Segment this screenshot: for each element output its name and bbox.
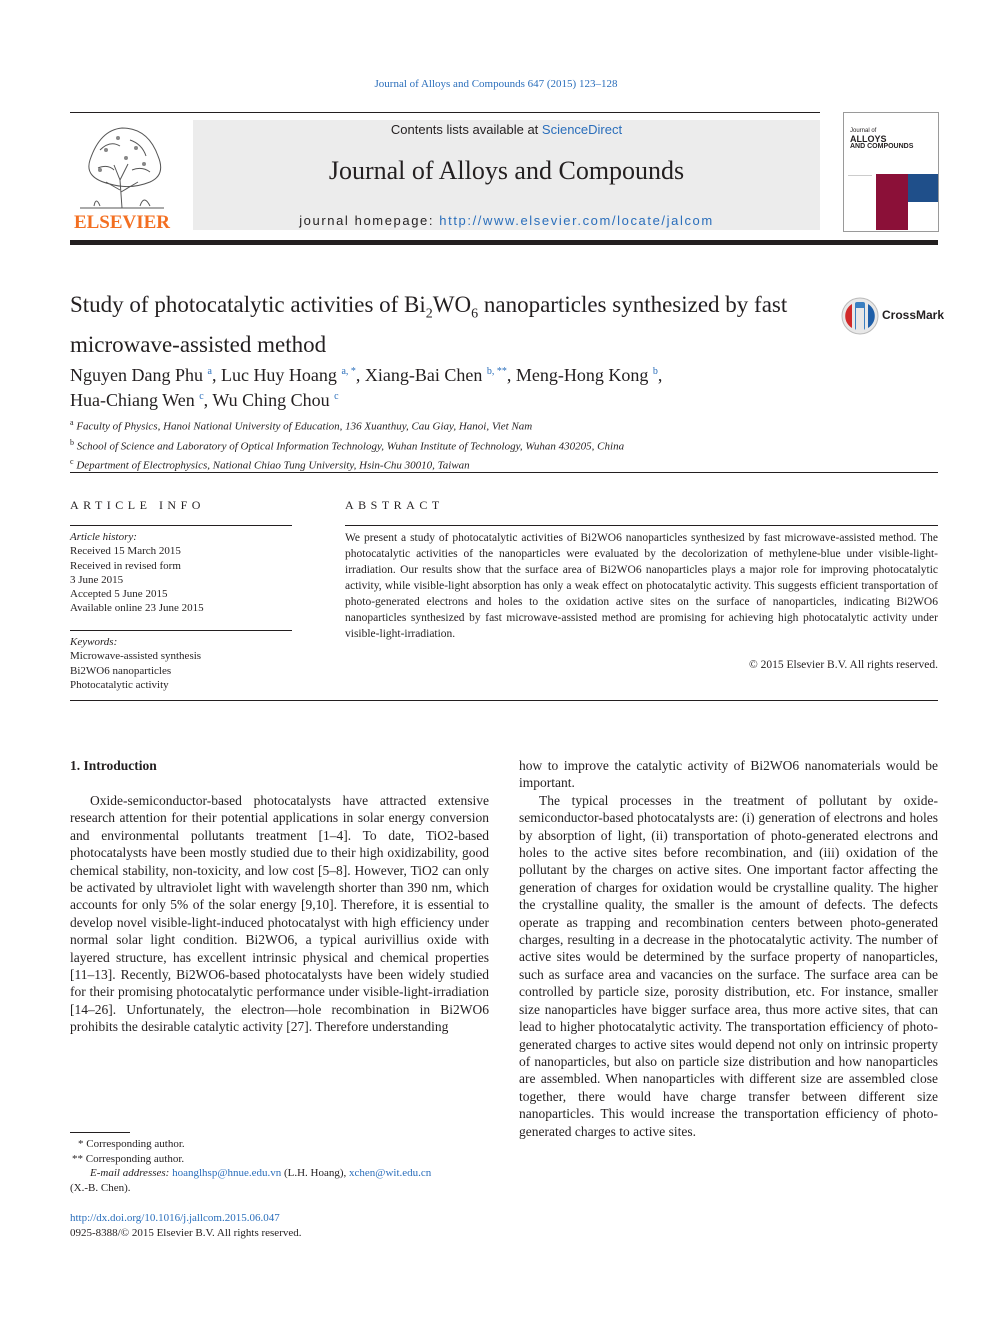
history-item: 3 June 2015 (70, 573, 124, 586)
doi-block (70, 1211, 490, 1241)
cover-text-block (848, 175, 872, 226)
keyword: Bi2WO6 nanoparticles (70, 664, 172, 677)
affiliation-b: $^b$ School of Science and Laboratory of Optical Information Technology, Wuhan Institute of Technology, Wuhan 430205, China (70, 437, 625, 453)
body-column-left (70, 792, 489, 1036)
crossmark-label: CrossMark (882, 308, 945, 322)
crossmark-badge[interactable] (840, 296, 945, 336)
email-name: (X.-B. Chen). (70, 1181, 131, 1194)
article-history (70, 530, 292, 616)
journal-homepage (193, 213, 820, 228)
homepage-prefix: journal homepage: (299, 213, 440, 228)
journal-cover-thumbnail[interactable] (843, 112, 939, 232)
journal-title: Journal of Alloys and Compounds (328, 156, 685, 185)
paragraph: Oxide-semiconductor-based photocatalysts have attracted extensive research attention for their potential applications in solar energy conversion and environmental pollutants treatment [1–4]. To date, TiO2-based photocatalysts have been mostly studied due to their high oxidizability, good chemical stability, non-toxicity, and low cost [5–8]. However, TiO2 can only be activated by ultraviolet light with wavelength shorter than 390 nm, which accounts for only 5% of the solar energy [9,10]. Therefore, it is essential to develop novel visible-light-induced photocatalyst with high efficiency under normal solar light condition. Bi2WO6, a typical aurivillius oxide with layered structure, has excellent intrinsic physical and chemical properties [11–13]. Recently, Bi2WO6-based photocatalysts have been widely studied for their promising photocatalytic performance under visible-light-irradiation [14–26]. Unfortunately, the electron—hole recombination in Bi2WO6 prohibits the desirable catalytic activity [27]. Therefore understanding (70, 793, 489, 1035)
footnote-rule (70, 1132, 130, 1133)
issn-line: 0925-8388/© 2015 Elsevier B.V. All rights reserved. (70, 1227, 302, 1239)
keyword: Microwave-assisted synthesis (70, 650, 202, 663)
author-name[interactable]: Xiang-Bai Chen (364, 365, 483, 385)
header-thick-rule (70, 240, 938, 245)
body-column-right (519, 757, 938, 1140)
elsevier-wordmark: ELSEVIER (73, 212, 171, 233)
doi-link[interactable]: http://dx.doi.org/10.1016/j.jallcom.2015.06.047 (70, 1212, 280, 1224)
journal-citation[interactable]: Journal of Alloys and Compounds 647 (2015) 123–128 (374, 78, 618, 90)
history-item: Received in revised form (70, 559, 181, 572)
author-name[interactable]: Luc Huy Hoang (220, 365, 337, 385)
cover-line2: ALLOYS (850, 134, 887, 144)
section-heading-introduction: 1. Introduction (70, 758, 157, 773)
article-info-rule (70, 525, 292, 526)
author-name[interactable]: Hua-Chiang Wen (70, 390, 195, 410)
keywords-label: Keywords: (70, 636, 118, 648)
keywords (70, 635, 292, 692)
cover-line1: Journal of (850, 128, 877, 134)
paragraph: how to improve the catalytic activity of Bi2WO6 nanomaterials would be important. (519, 758, 938, 791)
sciencedirect-link[interactable]: ScienceDirect (541, 122, 623, 137)
contents-availability (193, 122, 820, 137)
author-name[interactable]: Nguyen Dang Phu (70, 365, 203, 385)
abstract-copyright: © 2015 Elsevier B.V. All rights reserved. (749, 659, 938, 671)
cover-blue-block (908, 174, 938, 202)
cover-red-block (876, 174, 908, 230)
author-name[interactable]: Wu Ching Chou (212, 390, 330, 410)
author-list: Nguyen Dang Phu $^a$, Luc Huy Hoang $^{a, *}$, Xiang-Bai Chen $^{b, **}$, Meng-Hong Kong $^b$, Hua-Chiang Wen $^c$, Wu Ching Chou $^c$ (70, 365, 663, 410)
email-link[interactable]: xchen@wit.edu.cn (349, 1167, 432, 1179)
paragraph: The typical processes in the treatment of pollutant by oxide-semiconductor-based photocatalysts are: (i) generation of electrons and holes by absorption of light, (ii) transportation of photo-generated electrons and holes to the active sites before recombination, and (iii) oxidation of the pollutant by the charges on active sites. One important factor affecting the generation of charges for oxidation would be crystalline quality. The higher the crystalline quality, the smaller is the amount of defects. The defects operate as trapping and recombination centers between photo-generated charges, resulting in a decrease in the photocatalytic activity. The number of active sites would be determined by the surface property of nanoparticles, such as surface area and vacancies on the surface. The surface area can be controlled by particle size, porosity distribution, etc. For instance, smaller size nanoparticles have bigger surface area, thus more active sites, that can lead to higher photocatalytic activity. The transportation efficiency of photo-generated charges to active sites would depend not only on intrinsic property of nanoparticles, but also on particle size distribution and how nanoparticles are assembled. When nanoparticles with different size are assembled close together, there would have charge transfer between different size nanoparticles. This would increase the transportation efficiency of photo-generated charges to active sites. (519, 792, 938, 1139)
email-line: E-mail addresses: hoanglhsp@hnue.edu.vn (L.H. Hoang), xchen@wit.edu.cn (90, 1167, 432, 1179)
abstract-text: We present a study of photocatalytic activities of Bi2WO6 nanoparticles synthesized by fast microwave-assisted method. The photocatalytic activities of the nanoparticles were evaluated by the decolorization of methylene-blue under visible-light-irradiation. Our results show that the surface area of Bi2WO6 nanoparticles plays a major role for improving photocatalytic activity, while visible-light absorption has only a weak effect on photocatalytic activity. This suggests efficient transportation of photo-generated electrons and holes to the oxidation active sites on the surface of nanoparticles, indicating Bi2WO6 nanoparticles synthesized by fast microwave-assisted method are promising for achieving high photocatalytic activity under visible-light-irradiation. (345, 532, 938, 640)
history-item: Received 15 March 2015 (70, 545, 181, 558)
corresponding-author-1: * Corresponding author. (78, 1138, 185, 1150)
contents-prefix: Contents lists available at (390, 122, 542, 137)
affiliations (70, 415, 890, 474)
author-name[interactable]: Meng-Hong Kong (515, 365, 649, 385)
history-item: Accepted 5 June 2015 (70, 588, 168, 601)
corresponding-author-2: ** Corresponding author. (72, 1152, 185, 1165)
affiliation-a: $^a$ Faculty of Physics, Hanoi National University of Education, 136 Xuanthuy, Cau Giay, Hanoi, Viet Nam (70, 418, 533, 433)
homepage-link[interactable]: http://www.elsevier.com/locate/jalcom (439, 213, 714, 228)
history-item: Available online 23 June 2015 (70, 602, 204, 615)
article-title: Study of photocatalytic activities of $Bi_2WO_6$ nanoparticles synthesized by fast microwave-assisted method (70, 292, 788, 357)
journal-banner (193, 120, 820, 230)
email-link[interactable]: hoanglhsp@hnue.edu.vn (172, 1167, 282, 1179)
abstract-heading: ABSTRACT (345, 498, 444, 512)
cover-line3: AND COMPOUNDS (850, 143, 914, 150)
abstract-rule (345, 525, 938, 526)
footnotes (70, 1137, 490, 1195)
affiliations-rule (70, 472, 938, 473)
keyword: Photocatalytic activity (70, 678, 169, 691)
article-info-heading: ARTICLE INFO (70, 498, 205, 512)
front-matter-rule (70, 700, 938, 701)
header-top-rule (70, 112, 820, 113)
keywords-rule (70, 630, 292, 631)
crossmark-icon (840, 296, 880, 336)
affiliation-c: $^c$ Department of Electrophysics, National Chiao Tung University, Hsin-Chu 30010, Taiwan (70, 457, 470, 472)
history-label: Article history: (70, 531, 137, 543)
